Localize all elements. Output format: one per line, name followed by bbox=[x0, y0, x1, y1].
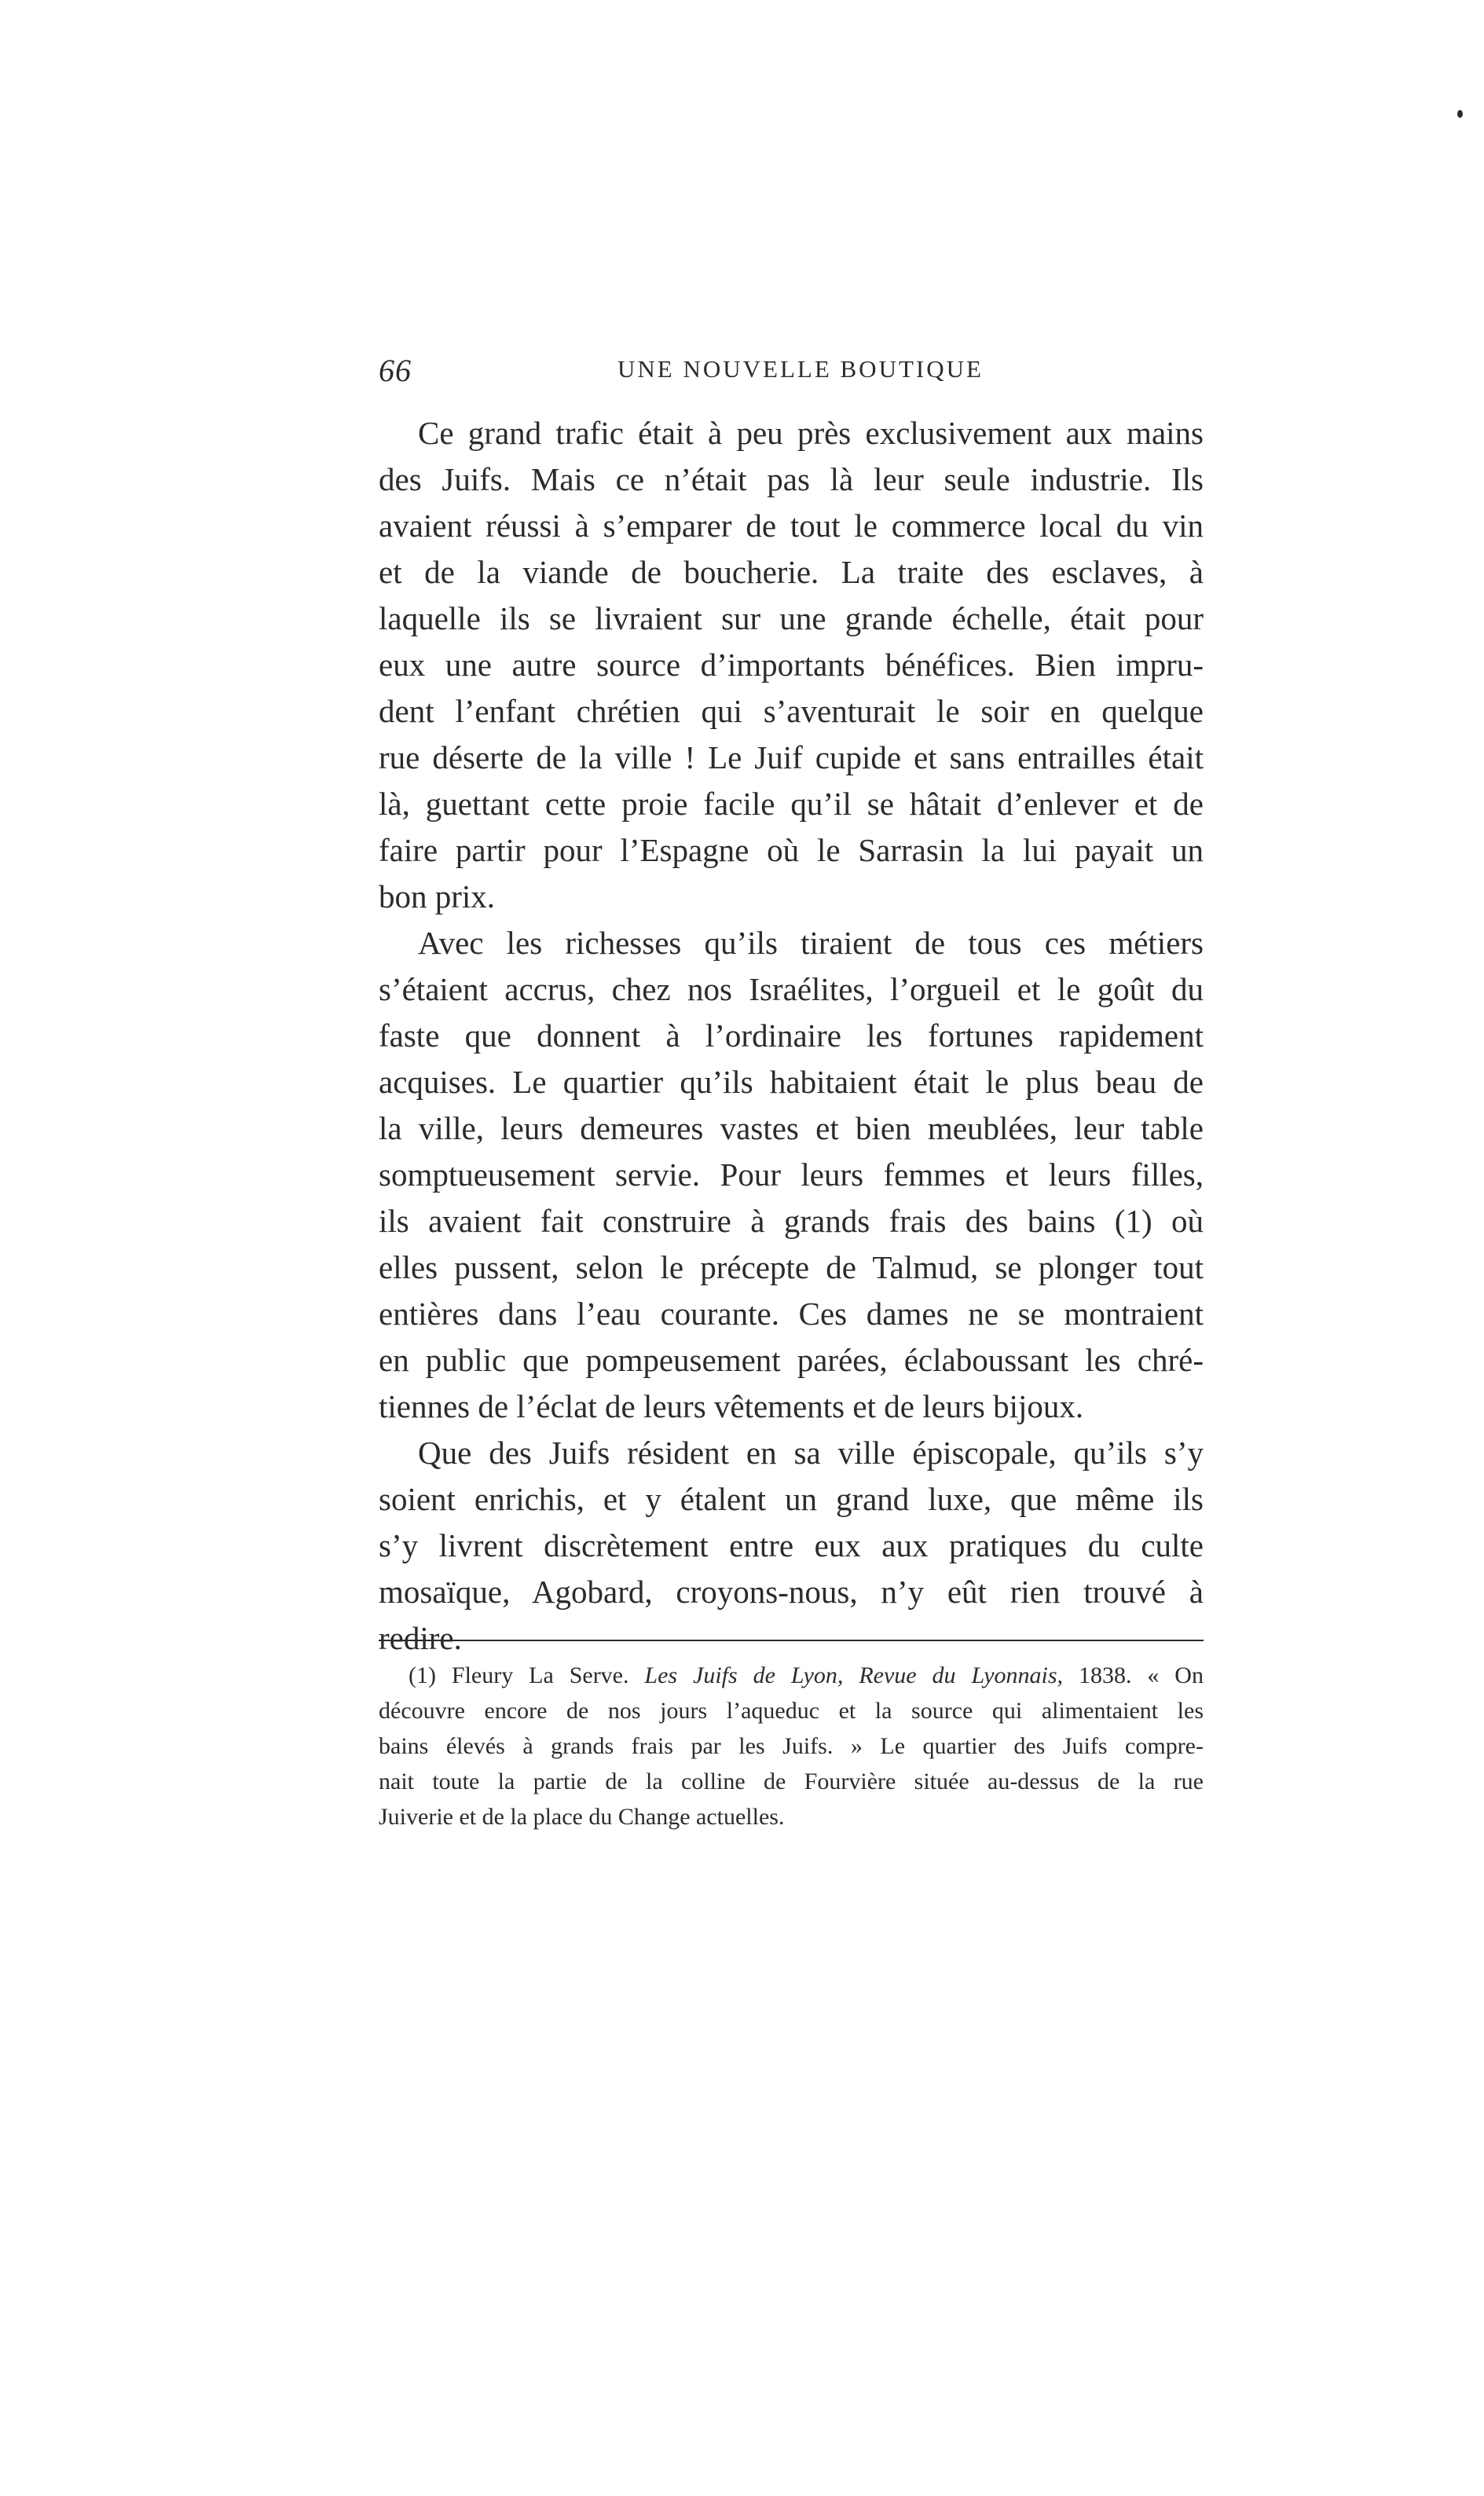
footnote bbox=[379, 1658, 1204, 1834]
body-line: là, guettant cette proie facile qu’il se hâtait d’enlever et de bbox=[379, 786, 1204, 822]
page-number: 66 bbox=[379, 353, 412, 388]
body-line: Ce grand trafic était à peu près exclusivement aux mains bbox=[418, 415, 1204, 451]
body-line: Avec les richesses qu’ils tiraient de tous ces métiers bbox=[418, 925, 1204, 961]
body-line: redire. bbox=[379, 1620, 462, 1656]
footnote-line: découvre encore de nos jours l’aqueduc et la source qui alimentaient les bbox=[379, 1698, 1204, 1724]
body-line: rue déserte de la ville ! Le Juif cupide et sans entrailles était bbox=[379, 739, 1204, 775]
body-line: entières dans l’eau courante. Ces dames ne se montraient bbox=[379, 1296, 1204, 1332]
body-line: la ville, leurs demeures vastes et bien meublées, leur table bbox=[379, 1110, 1204, 1146]
body-line: somptueusement servie. Pour leurs femmes et leurs filles, bbox=[379, 1156, 1204, 1193]
body-line: en public que pompeusement parées, éclaboussant les chré- bbox=[379, 1342, 1204, 1378]
body-line: acquises. Le quartier qu’ils habitaient était le plus beau de bbox=[379, 1064, 1204, 1100]
body-line: avaient réussi à s’emparer de tout le commerce local du vin bbox=[379, 508, 1204, 544]
body-line: tiennes de l’éclat de leurs vêtements et de leurs bijoux. bbox=[379, 1388, 1084, 1424]
body-line: et de la viande de boucherie. La traite des esclaves, à bbox=[379, 554, 1204, 590]
footnote-line bbox=[379, 1658, 1204, 1693]
body-line: mosaïque, Agobard, croyons-nous, n’y eût rien trouvé à bbox=[379, 1574, 1204, 1610]
body-line: eux une autre source d’importants bénéfices. Bien impru- bbox=[379, 647, 1204, 683]
body-line: bon prix. bbox=[379, 878, 496, 914]
footnote-line: Juiverie et de la place du Change actuelles. bbox=[379, 1804, 785, 1830]
body-line: ils avaient fait construire à grands frais des bains (1) où bbox=[379, 1203, 1204, 1239]
body-line: Que des Juifs résident en sa ville épiscopale, qu’ils s’y bbox=[418, 1435, 1204, 1471]
footnote-ref: (1) Fleury La Serve. bbox=[409, 1662, 645, 1688]
body-line: des Juifs. Mais ce n’était pas là leur seule industrie. Ils bbox=[379, 461, 1204, 497]
body-line: faste que donnent à l’ordinaire les fortunes rapidement bbox=[379, 1017, 1204, 1054]
footnote-line: bains élevés à grands frais par les Juifs. » Le quartier des Juifs compre- bbox=[379, 1733, 1204, 1759]
footnote-rule bbox=[379, 1640, 1204, 1641]
footnote-citation-title: Les Juifs de Lyon, Revue du Lyonnais, bbox=[644, 1662, 1064, 1688]
footnote-citation-year: 1838. « On bbox=[1063, 1662, 1204, 1688]
ink-speck bbox=[1457, 110, 1463, 118]
body-line: faire partir pour l’Espagne où le Sarrasin la lui payait un bbox=[379, 832, 1204, 868]
body-line: laquelle ils se livraient sur une grande échelle, était pour bbox=[379, 600, 1204, 636]
running-title: UNE NOUVELLE BOUTIQUE bbox=[617, 355, 984, 383]
footnote-line: nait toute la partie de la colline de Fourvière située au-dessus de la rue bbox=[379, 1768, 1204, 1794]
body-line: s’étaient accrus, chez nos Israélites, l’orgueil et le goût du bbox=[379, 971, 1204, 1007]
body-line: dent l’enfant chrétien qui s’aventurait le soir en quelque bbox=[379, 693, 1204, 729]
running-head bbox=[379, 352, 1204, 399]
body-line: elles pussent, selon le précepte de Talmud, se plonger tout bbox=[379, 1249, 1204, 1285]
body-text bbox=[379, 410, 1204, 1662]
body-line: soient enrichis, et y étalent un grand luxe, que même ils bbox=[379, 1481, 1204, 1517]
body-line: s’y livrent discrètement entre eux aux pratiques du culte bbox=[379, 1527, 1204, 1563]
